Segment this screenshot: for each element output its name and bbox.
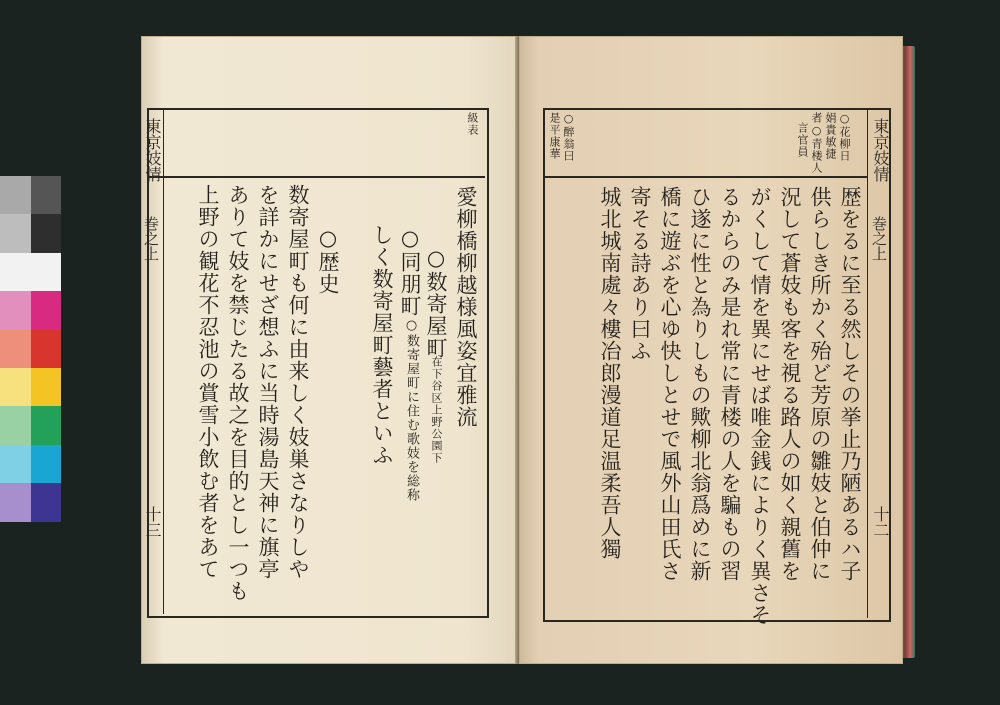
color-swatch [0,445,31,483]
left-col-3: ○同朋町 [398,226,422,317]
color-checker [0,176,61,522]
left-margin-volume: 巻之上 [142,216,160,261]
right-col-9: 城北城南處々樓冶郎漫道足温柔吾人獨 [598,186,622,560]
left-page [141,36,519,664]
right-col-7: 橋に遊ぶを心ゆ快しとせで風外山田氏さ [658,186,682,582]
right-col-5: るからのみ是れ常に青楼の人を騙もの習 [718,186,742,582]
color-swatch [31,483,61,521]
right-col-1: 歴をるに至る然しその挙止乃陋あるハ子 [838,186,862,582]
color-swatch [31,368,61,406]
color-swatch [31,291,61,329]
color-swatch [31,445,61,483]
left-col-5: ○歴史 [316,226,340,295]
left-col-9: 上野の観花不忍池の賞雪小飲む者をあて [196,184,220,580]
color-swatch [0,176,31,214]
left-col-1: 愛柳橋柳越様風姿宜雅流 [454,186,478,428]
right-margin-volume: 巻之上 [870,216,888,261]
right-col-2: 供らしき所かく殆ど芳原の雛妓と伯仲に [808,186,832,582]
right-note-6: 是平康華 [548,112,561,160]
left-col-3-note: ○数寄屋町に住む歌妓を総称 [404,318,419,502]
right-note-1: ○花柳日 [838,112,851,162]
left-col-8: ありて妓を禁じたる故之を目的とし一つも [226,184,250,602]
right-page [519,36,903,664]
right-margin-rule [867,110,868,618]
right-margin-page: 十二 [871,506,890,538]
right-header-rule [545,176,867,178]
right-col-8: 寄そる詩あり曰ふ [628,186,652,362]
right-note-5: ○醉翁曰 [562,112,575,162]
left-label: 級表 [466,112,479,136]
color-swatch [31,214,61,252]
color-swatch [31,176,61,214]
right-note-2: 娟貴敏捷 [824,112,837,160]
color-swatch [0,253,31,291]
right-col-4: がくして情を異にせば唯金銭によりく異さそ [748,186,772,626]
color-swatch [0,368,31,406]
left-col-4: しく数寄屋町藝者といふ [370,224,394,466]
left-col-6: 数寄屋町も何に由来しく妓巣さなりしや [286,184,310,580]
left-col-7: を詳かにせざ想ふに当時湯島天神に旗亭 [256,184,280,580]
color-swatch [0,330,31,368]
right-margin-title: 東京妓情 [871,118,890,182]
color-swatch [0,406,31,444]
color-swatch [0,483,31,521]
open-book [135,36,915,666]
left-margin-title: 東京妓情 [143,118,162,182]
left-col-2: ○数寄屋町 [424,246,448,359]
right-note-3: 者○青楼人 [810,112,823,174]
left-margin-page: 十三 [143,506,162,538]
color-swatch [0,214,31,252]
color-swatch [31,253,61,291]
left-margin-rule [163,110,164,614]
color-swatch [0,291,31,329]
color-swatch [31,406,61,444]
right-col-6: ひ遂に性と為りしもの歟柳北翁爲めに新 [688,186,712,582]
color-swatch [31,330,61,368]
left-col-2-note: 在下谷区上野公園下 [430,356,443,464]
left-header-rule [149,176,485,178]
right-note-4: 言官員 [796,122,809,158]
right-col-3: 況して蒼妓も客を視る路人の如く親舊を [778,186,802,582]
